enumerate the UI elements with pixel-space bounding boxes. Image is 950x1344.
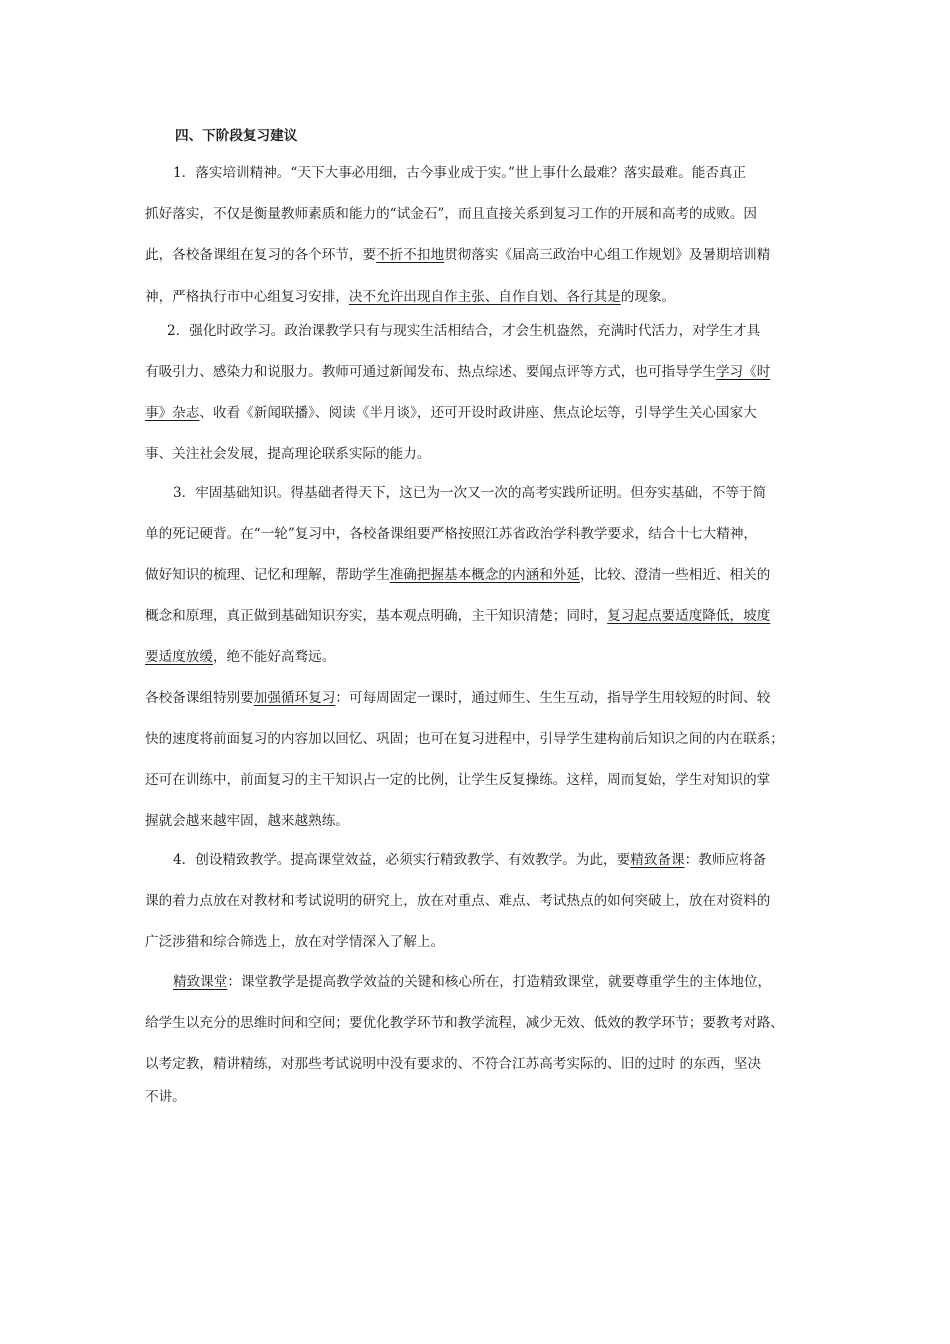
underlined-text: 复习起点要适度降低，坡度: [607, 608, 771, 624]
text-segment: 事、关注社会发展，提高理论联系实际的能力。: [145, 446, 431, 462]
text-line: [145, 1011, 815, 1035]
text-segment: 做好知识的梳理、记忆和理解，帮助学生: [145, 567, 390, 583]
text-segment: 不讲。: [145, 1089, 186, 1105]
underlined-text: 不折不扣地: [376, 247, 445, 263]
underlined-text: 加强循环复习: [253, 690, 336, 706]
text-line: [145, 285, 815, 309]
text-segment: 握就会越来越牢固，越来越熟练。: [145, 813, 349, 829]
underlined-text: 精致备课: [630, 852, 685, 868]
text-segment: 快的速度将前面复习的内容加以回忆、巩固；也可在复习进程中，引导学生建构前后知识之间的内在联系；: [145, 731, 784, 747]
text-line: [145, 442, 815, 466]
section-heading: 四、下阶段复习建议: [175, 128, 298, 144]
text-line: [145, 401, 815, 425]
text-segment: 此，各校备课组在复习的各个环节，要: [145, 247, 377, 263]
text-line: [145, 202, 815, 226]
text-segment: ：教师应将备: [684, 852, 767, 868]
text-line: [173, 481, 815, 505]
text-segment: ：可每周固定一课时，通过师生、生生互动，指导学生用较短的时间、较: [335, 690, 771, 706]
text-line: [145, 360, 815, 384]
text-line: [145, 727, 815, 751]
text-segment: 贯彻落实《届高三政治中心组工作规划》及暑期培训精: [444, 247, 771, 263]
text-line: [145, 1085, 815, 1109]
underlined-text: 要适度放缓: [145, 649, 213, 665]
text-line: [145, 522, 815, 546]
underlined-text: 学习《时: [715, 364, 771, 380]
text-line: [173, 161, 815, 185]
text-segment: 的现象。: [620, 289, 676, 305]
text-line: [145, 563, 815, 587]
text-line: [145, 809, 815, 833]
text-segment: 3．牢固基础知识。得基础者得天下，这已为一次又一次的高考实践所证明。但夯实基础，不等于简: [173, 485, 767, 501]
text-segment: 以考定教，精讲精练，对那些考试说明中没有要求的、不符合江苏高考实际的、旧的过时 的东西，坚决: [145, 1056, 762, 1072]
text-line: [145, 768, 815, 792]
underlined-text: 决不允许出现自作主张、自作自划、各行其是: [348, 289, 621, 305]
text-line: [145, 686, 815, 710]
text-segment: 广泛涉猎和综合筛选上，放在对学情深入了解上。: [145, 934, 445, 950]
text-line: [145, 930, 815, 954]
text-line: [167, 319, 815, 343]
text-segment: 4．创设精致教学。提高课堂效益，必须实行精致教学、有效教学。为此，要: [173, 852, 631, 868]
text-line: [145, 604, 815, 628]
underlined-text: 准确把握基本概念的内涵和外延: [389, 567, 580, 583]
text-segment: 神，严格执行市中心组复习安排，: [145, 289, 349, 305]
text-line: [145, 1052, 815, 1076]
text-line: [145, 889, 815, 913]
text-segment: 有吸引力、感染力和说服力。教师可通过新闻发布、热点综述、要闻点评等方式，也可指导学生: [145, 364, 716, 380]
text-segment: ，绝不能好高骛远。: [212, 649, 336, 665]
text-segment: 概念和原理，真正做到基础知识夯实，基本观点明确，主干知识清楚；同时，: [145, 608, 608, 624]
text-segment: 1．落实培训精神。“天下大事必用细，古今事业成于实。”世上事什么最难？落实最难。能否真正: [173, 165, 747, 181]
text-line: [145, 645, 815, 669]
text-line: [173, 970, 815, 994]
text-segment: ：课堂教学是提高教学效益的关键和核心所在，打造精致课堂，就要尊重学生的主体地位，: [227, 974, 772, 990]
text-line: [173, 848, 815, 872]
text-segment: 、收看《新闻联播》、阅读《半月谈》，还可开设时政讲座、焦点论坛等，引导学生关心国家大: [199, 405, 757, 421]
text-line: [145, 243, 815, 267]
text-segment: 还可在训练中，前面复习的主干知识占一定的比例，让学生反复操练。这样，周而复始，学生对知识的掌: [145, 772, 771, 788]
text-segment: 各校备课组特别要: [145, 690, 254, 706]
text-segment: 给学生以充分的思维时间和空间；要优化教学环节和教学流程，减少无效、低效的教学环节；要教考对路、: [145, 1015, 784, 1031]
text-segment: ，比较、澄清一些相近、相关的: [580, 567, 771, 583]
underlined-text: 精致课堂: [173, 974, 228, 990]
text-segment: 2．强化时政学习。政治课教学只有与现实生活相结合，才会生机盎然，充满时代活力，对学生才具: [167, 323, 761, 339]
underlined-text: 事》杂志: [145, 405, 200, 421]
text-segment: 课的着力点放在对教材和考试说明的研究上，放在对重点、难点、考试热点的如何突破上，放在对资料的: [145, 893, 771, 909]
text-segment: 抓好落实，不仅是衡量教师素质和能力的“试金石”，而且直接关系到复习工作的开展和高考的成败。因: [145, 206, 758, 222]
text-segment: 单的死记硬背。在“一轮”复习中，各校备课组要严格按照江苏省政治学科教学要求，结合十七大精神，: [145, 526, 758, 542]
